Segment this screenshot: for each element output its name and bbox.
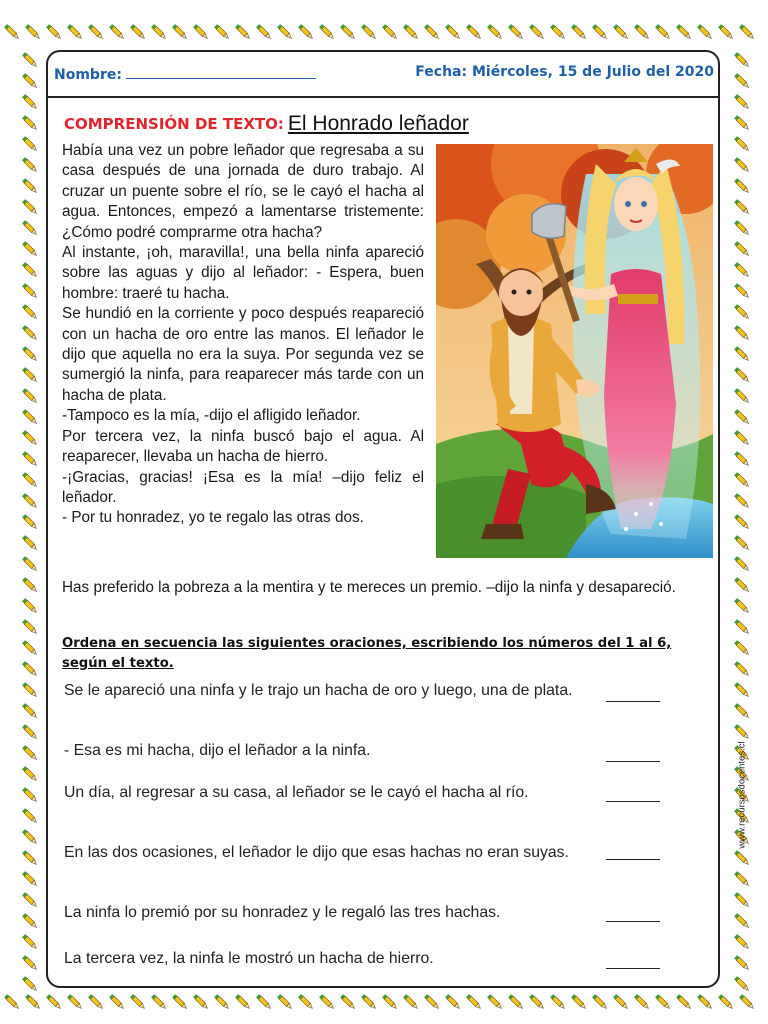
pencil-icon bbox=[529, 24, 545, 40]
pencil-icon bbox=[22, 52, 38, 68]
sequence-item: Un día, al regresar a su casa, al leñador se le cayó el hacha al río. bbox=[64, 784, 529, 801]
pencil-icon bbox=[734, 640, 750, 656]
pencil-icon bbox=[22, 346, 38, 362]
pencil-icon bbox=[734, 703, 750, 719]
pencil-icon bbox=[466, 994, 482, 1010]
pencil-icon bbox=[676, 24, 692, 40]
pencil-icon bbox=[734, 577, 750, 593]
pencil-icon bbox=[508, 994, 524, 1010]
pencil-icon bbox=[734, 73, 750, 89]
pencil-icon bbox=[734, 241, 750, 257]
pencil-icon bbox=[734, 409, 750, 425]
story-paragraph: Había una vez un pobre leñador que regresaba a su casa después de una jornada de duro trabajo. Al cruzar un puente sobre el río, se le cayó el hacha al agua. Entonces, empezó a lamentarse tristemente: ¿Cómo podré comprarme otra hacha? bbox=[62, 142, 424, 241]
header-row bbox=[54, 62, 714, 88]
pencil-icon bbox=[734, 598, 750, 614]
pencil-icon bbox=[22, 115, 38, 131]
pencil-icon bbox=[734, 556, 750, 572]
pencil-icon bbox=[734, 619, 750, 635]
pencil-icon bbox=[22, 367, 38, 383]
pencil-icon bbox=[109, 994, 125, 1010]
pencil-border-bottom bbox=[0, 988, 768, 1024]
sequence-answer-blank[interactable] bbox=[606, 921, 660, 922]
pencil-icon bbox=[734, 325, 750, 341]
story-text bbox=[62, 141, 424, 529]
pencil-icon bbox=[319, 994, 335, 1010]
story-illustration bbox=[436, 144, 713, 558]
sequence-item: La tercera vez, la ninfa le mostró un hacha de hierro. bbox=[64, 950, 434, 967]
pencil-icon bbox=[340, 994, 356, 1010]
pencil-icon bbox=[22, 640, 38, 656]
pencil-icon bbox=[22, 451, 38, 467]
pencil-icon bbox=[734, 430, 750, 446]
nombre-field bbox=[54, 64, 316, 83]
pencil-border-right bbox=[720, 0, 768, 1024]
fecha-label: Fecha: Miércoles, 15 de Julio del 2020 bbox=[415, 64, 714, 80]
pencil-icon bbox=[172, 24, 188, 40]
pencil-icon bbox=[22, 199, 38, 215]
pencil-icon bbox=[22, 661, 38, 677]
pencil-icon bbox=[22, 73, 38, 89]
pencil-icon bbox=[67, 24, 83, 40]
pencil-icon bbox=[340, 24, 356, 40]
pencil-icon bbox=[734, 304, 750, 320]
pencil-icon bbox=[445, 994, 461, 1010]
pencil-icon bbox=[734, 682, 750, 698]
pencil-icon bbox=[361, 24, 377, 40]
instruction-text: Ordena en secuencia las siguientes oraciones, escribiendo los números del 1 al 6, según el texto. bbox=[62, 636, 672, 671]
pencil-icon bbox=[734, 52, 750, 68]
pencil-icon bbox=[277, 994, 293, 1010]
pencil-icon bbox=[22, 136, 38, 152]
pencil-icon bbox=[22, 955, 38, 971]
pencil-icon bbox=[22, 913, 38, 929]
pencil-icon bbox=[193, 994, 209, 1010]
pencil-icon bbox=[382, 24, 398, 40]
pencil-icon bbox=[22, 472, 38, 488]
pencil-icon bbox=[697, 24, 713, 40]
pencil-icon bbox=[734, 199, 750, 215]
pencil-icon bbox=[487, 24, 503, 40]
pencil-icon bbox=[46, 24, 62, 40]
pencil-icon bbox=[734, 976, 750, 992]
pencil-icon bbox=[22, 535, 38, 551]
pencil-icon bbox=[277, 24, 293, 40]
pencil-icon bbox=[634, 24, 650, 40]
pencil-icon bbox=[734, 220, 750, 236]
sequence-item: - Esa es mi hacha, dijo el leñador a la ninfa. bbox=[64, 742, 371, 759]
sequence-item: En las dos ocasiones, el leñador le dijo que esas hachas no eran suyas. bbox=[64, 844, 569, 861]
pencil-icon bbox=[22, 871, 38, 887]
nombre-blank[interactable] bbox=[126, 64, 316, 79]
pencil-icon bbox=[67, 994, 83, 1010]
pencil-icon bbox=[697, 994, 713, 1010]
pencil-icon bbox=[734, 955, 750, 971]
pencil-icon bbox=[22, 262, 38, 278]
title-text: El Honrado leñador bbox=[287, 112, 469, 135]
pencil-icon bbox=[571, 994, 587, 1010]
pencil-icon bbox=[22, 325, 38, 341]
pencil-icon bbox=[734, 472, 750, 488]
story-paragraph: Por tercera vez, la ninfa buscó bajo el agua. Al reaparecer, llevaba un hacha de hierro. bbox=[62, 427, 424, 466]
pencil-icon bbox=[235, 24, 251, 40]
story-paragraph: Al instante, ¡oh, maravilla!, una bella ninfa apareció sobre las aguas y dijo al leñador: - Espera, buen hombre: traeré tu hacha. bbox=[62, 244, 424, 302]
pencil-icon bbox=[130, 24, 146, 40]
sequence-item: Se le apareció una ninfa y le trajo un hacha de oro y luego, una de plata. bbox=[64, 682, 573, 699]
pencil-icon bbox=[734, 514, 750, 530]
pencil-icon bbox=[734, 661, 750, 677]
pencil-icon bbox=[22, 892, 38, 908]
story-closing bbox=[62, 578, 712, 598]
pencil-icon bbox=[22, 787, 38, 803]
pencil-icon bbox=[22, 493, 38, 509]
story-paragraph: Se hundió en la corriente y poco después reapareció con un hacha de oro entre las manos. El leñador le dijo que aquella no era la suya. Por segunda vez se sumergió la ninfa, para reaparecer más tarde con un hacha de plata. bbox=[62, 305, 424, 404]
pencil-icon bbox=[214, 994, 230, 1010]
pencil-icon bbox=[550, 994, 566, 1010]
pencil-icon bbox=[22, 283, 38, 299]
pencil-icon bbox=[22, 556, 38, 572]
pencil-icon bbox=[734, 871, 750, 887]
pencil-icon bbox=[613, 24, 629, 40]
pencil-icon bbox=[734, 892, 750, 908]
pencil-icon bbox=[734, 136, 750, 152]
story-closing-text: Has preferido la pobreza a la mentira y te mereces un premio. –dijo la ninfa y desapareció. bbox=[62, 579, 676, 596]
pencil-icon bbox=[424, 24, 440, 40]
pencil-icon bbox=[130, 994, 146, 1010]
sequence-answer-blank[interactable] bbox=[606, 968, 660, 969]
page-title bbox=[64, 112, 469, 140]
title-label: COMPRENSIÓN DE TEXTO: bbox=[64, 115, 284, 133]
pencil-border-left bbox=[0, 0, 48, 1024]
pencil-icon bbox=[193, 24, 209, 40]
story-paragraph: -Tampoco es la mía, -dijo el afligido leñador. bbox=[62, 407, 361, 425]
pencil-icon bbox=[508, 24, 524, 40]
pencil-icon bbox=[22, 94, 38, 110]
pencil-icon bbox=[22, 724, 38, 740]
pencil-icon bbox=[734, 388, 750, 404]
pencil-icon bbox=[22, 157, 38, 173]
pencil-icon bbox=[529, 994, 545, 1010]
pencil-icon bbox=[172, 994, 188, 1010]
story-paragraph: -¡Gracias, gracias! ¡Esa es la mía! –dijo feliz el leñador. bbox=[62, 468, 424, 506]
pencil-icon bbox=[403, 24, 419, 40]
pencil-icon bbox=[22, 598, 38, 614]
pencil-icon bbox=[734, 115, 750, 131]
pencil-icon bbox=[613, 994, 629, 1010]
pencil-icon bbox=[734, 178, 750, 194]
pencil-icon bbox=[88, 24, 104, 40]
sequence-answer-blank[interactable] bbox=[606, 801, 660, 802]
pencil-icon bbox=[22, 430, 38, 446]
pencil-icon bbox=[22, 619, 38, 635]
pencil-icon bbox=[445, 24, 461, 40]
watermark bbox=[732, 730, 752, 860]
pencil-icon bbox=[22, 976, 38, 992]
sequence-answer-blank[interactable] bbox=[606, 859, 660, 860]
pencil-icon bbox=[403, 994, 419, 1010]
sequence-item: La ninfa lo premió por su honradez y le regaló las tres hachas. bbox=[64, 904, 501, 921]
header-divider bbox=[46, 96, 720, 98]
pencil-icon bbox=[22, 514, 38, 530]
pencil-icon bbox=[592, 24, 608, 40]
pencil-icon bbox=[734, 913, 750, 929]
pencil-icon bbox=[734, 934, 750, 950]
pencil-icon bbox=[734, 451, 750, 467]
pencil-icon bbox=[655, 994, 671, 1010]
pencil-icon bbox=[22, 766, 38, 782]
pencil-icon bbox=[151, 24, 167, 40]
pencil-icon bbox=[22, 388, 38, 404]
nombre-label: Nombre: bbox=[54, 67, 122, 83]
pencil-icon bbox=[235, 994, 251, 1010]
pencil-icon bbox=[734, 535, 750, 551]
pencil-icon bbox=[319, 24, 335, 40]
pencil-icon bbox=[88, 994, 104, 1010]
story-paragraph: - Por tu honradez, yo te regalo las otras dos. bbox=[62, 509, 364, 527]
pencil-icon bbox=[382, 994, 398, 1010]
pencil-icon bbox=[22, 220, 38, 236]
pencil-icon bbox=[424, 994, 440, 1010]
watermark-text: www.recursosdocentes.cl bbox=[736, 741, 748, 849]
pencil-icon bbox=[571, 24, 587, 40]
pencil-icon bbox=[734, 94, 750, 110]
sequence-answer-blank[interactable] bbox=[606, 761, 660, 762]
pencil-icon bbox=[22, 829, 38, 845]
pencil-icon bbox=[634, 994, 650, 1010]
pencil-icon bbox=[487, 994, 503, 1010]
pencil-icon bbox=[734, 262, 750, 278]
pencil-icon bbox=[734, 157, 750, 173]
pencil-icon bbox=[298, 24, 314, 40]
pencil-icon bbox=[22, 850, 38, 866]
pencil-icon bbox=[151, 994, 167, 1010]
pencil-icon bbox=[22, 808, 38, 824]
pencil-border-top bbox=[0, 0, 768, 44]
pencil-icon bbox=[22, 682, 38, 698]
pencil-icon bbox=[22, 304, 38, 320]
pencil-icon bbox=[109, 24, 125, 40]
pencil-icon bbox=[22, 178, 38, 194]
pencil-icon bbox=[22, 241, 38, 257]
pencil-icon bbox=[22, 934, 38, 950]
pencil-icon bbox=[592, 994, 608, 1010]
pencil-icon bbox=[655, 24, 671, 40]
pencil-icon bbox=[734, 367, 750, 383]
pencil-icon bbox=[734, 493, 750, 509]
pencil-icon bbox=[256, 994, 272, 1010]
pencil-icon bbox=[214, 24, 230, 40]
pencil-icon bbox=[361, 994, 377, 1010]
pencil-icon bbox=[298, 994, 314, 1010]
pencil-icon bbox=[734, 283, 750, 299]
pencil-icon bbox=[22, 409, 38, 425]
pencil-icon bbox=[676, 994, 692, 1010]
sequence-answer-blank[interactable] bbox=[606, 701, 660, 702]
pencil-icon bbox=[22, 703, 38, 719]
pencil-icon bbox=[22, 745, 38, 761]
pencil-icon bbox=[46, 994, 62, 1010]
pencil-icon bbox=[734, 346, 750, 362]
pencil-icon bbox=[466, 24, 482, 40]
pencil-icon bbox=[550, 24, 566, 40]
pencil-icon bbox=[256, 24, 272, 40]
pencil-icon bbox=[22, 577, 38, 593]
